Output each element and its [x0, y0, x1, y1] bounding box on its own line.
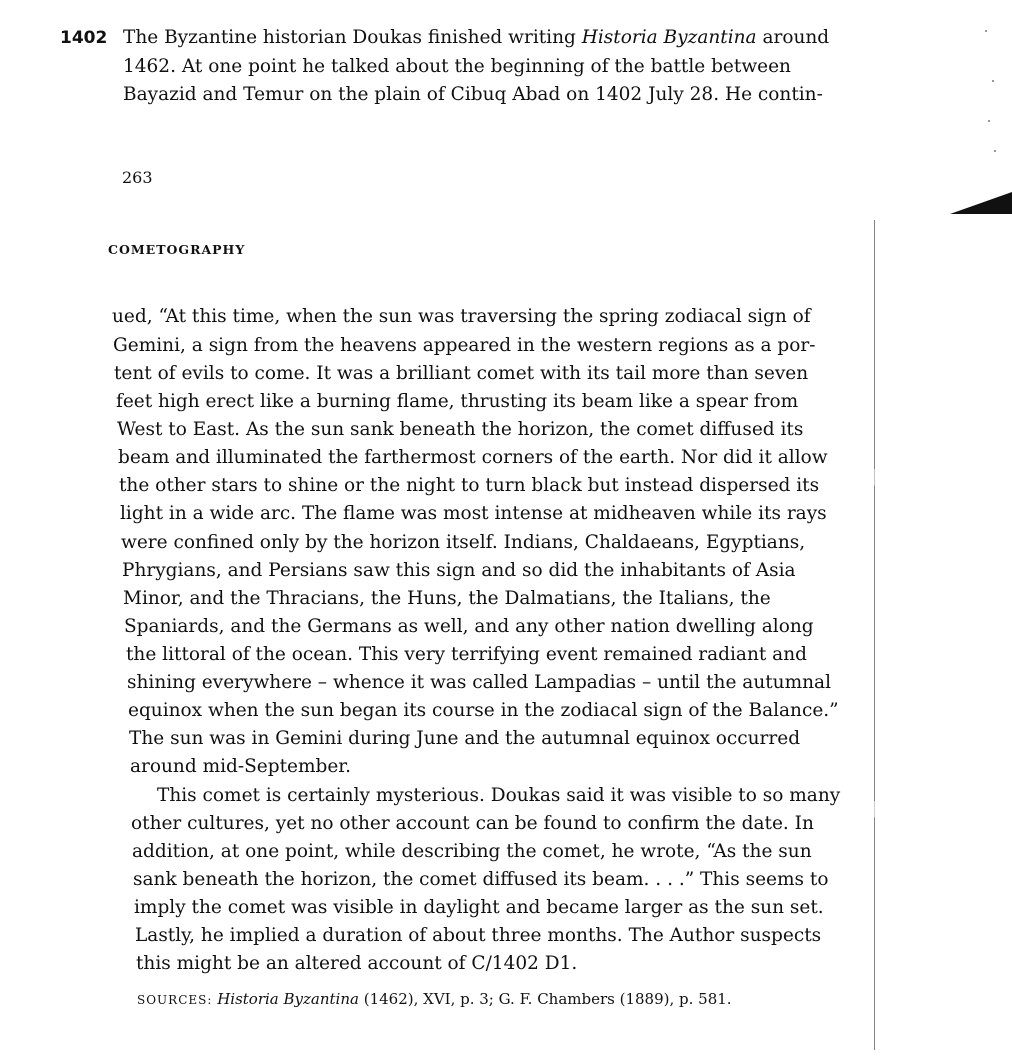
scan-speck: [994, 150, 996, 152]
body-line: beam and illuminated the farthermost corners of the earth. Nor did it allow: [118, 447, 828, 468]
body-line: feet high erect like a burning flame, thrusting its beam like a spear from: [116, 391, 799, 412]
scan-margin-rule: [874, 220, 875, 1050]
sources-rest: (1462), XVI, p. 3; G. F. Chambers (1889), p. 581.: [358, 990, 732, 1008]
sources-line: [137, 990, 732, 1008]
sources-title: Historia Byzantina: [217, 990, 359, 1008]
work-title: Historia Byzantina: [581, 27, 757, 48]
scan-edge-mark: [950, 192, 1012, 214]
body-line: light in a wide arc. The flame was most intense at midheaven while its rays: [120, 503, 827, 524]
body-line: equinox when the sun began its course in the zodiacal sign of the Balance.”: [128, 700, 839, 721]
text-segment: around: [756, 27, 830, 48]
entry-line-3: Bayazid and Temur on the plain of Cibuq Abad on 1402 July 28. He contin-: [123, 84, 823, 105]
body-line: West to East. As the sun sank beneath the horizon, the comet diffused its: [117, 419, 804, 440]
sources-label: SOURCES:: [137, 993, 213, 1007]
body-line: Lastly, he implied a duration of about three months. The Author suspects: [135, 925, 822, 946]
body-line: sank beneath the horizon, the comet diffused its beam. . . .” This seems to: [133, 869, 829, 890]
body-line: addition, at one point, while describing the comet, he wrote, “As the sun: [132, 841, 812, 862]
body-line: The sun was in Gemini during June and the autumnal equinox occurred: [129, 728, 801, 749]
body-line: Minor, and the Thracians, the Huns, the Dalmatians, the Italians, the: [123, 588, 771, 609]
scan-speck: [985, 30, 987, 32]
page-number: 263: [122, 168, 153, 187]
body-line: Spaniards, and the Germans as well, and any other nation dwelling along: [124, 616, 814, 637]
body-line: this might be an altered account of C/1402 D1.: [136, 953, 578, 974]
entry-line-2: 1462. At one point he talked about the beginning of the battle between: [123, 56, 791, 77]
body-line: This comet is certainly mysterious. Doukas said it was visible to so many: [157, 785, 841, 806]
body-line: ued, “At this time, when the sun was traversing the spring zodiacal sign of: [112, 306, 811, 327]
body-line: the littoral of the ocean. This very terrifying event remained radiant and: [126, 644, 807, 665]
running-head: COMETOGRAPHY: [108, 242, 246, 257]
body-line: Gemini, a sign from the heavens appeared in the western regions as a por-: [113, 335, 816, 356]
text-segment: The Byzantine historian Doukas finished writing: [123, 27, 582, 48]
body-line: tent of evils to come. It was a brilliant comet with its tail more than seven: [114, 363, 809, 384]
body-line: imply the comet was visible in daylight and became larger as the sun set.: [134, 897, 824, 918]
body-line: shining everywhere – whence it was called Lampadias – until the autumnal: [127, 672, 831, 693]
body-line: the other stars to shine or the night to turn black but instead dispersed its: [119, 475, 820, 496]
entry-year: 1402: [60, 28, 108, 48]
body-line: Phrygians, and Persians saw this sign and so did the inhabitants of Asia: [122, 560, 796, 581]
body-line: other cultures, yet no other account can be found to confirm the date. In: [131, 813, 814, 834]
body-line: around mid-September.: [130, 756, 351, 777]
scan-speck: [988, 120, 990, 122]
body-line: were confined only by the horizon itself. Indians, Chaldaeans, Egyptians,: [121, 532, 806, 553]
scan-speck: [992, 80, 994, 82]
